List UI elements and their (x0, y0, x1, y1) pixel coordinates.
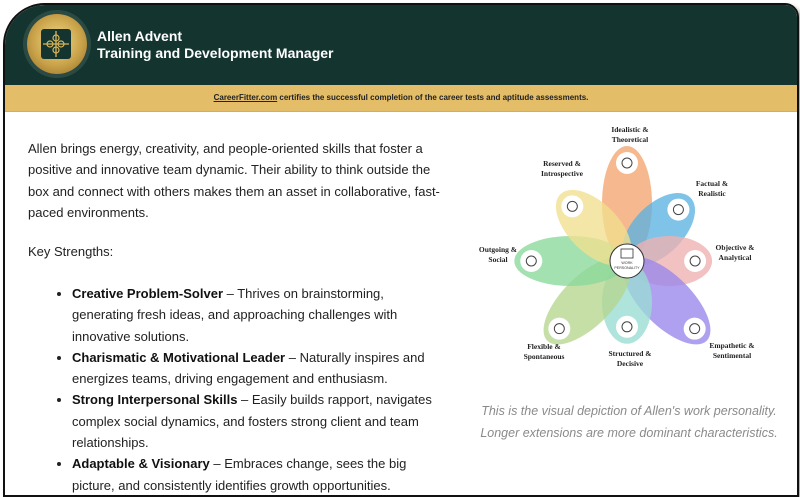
strength-title: Adaptable & Visionary (72, 456, 210, 472)
trait-icon-6 (520, 250, 542, 272)
petal-label-line: Idealistic & (611, 125, 649, 134)
petal-label-line: Flexible & (527, 342, 561, 351)
petal-label (541, 159, 584, 178)
petal-label (611, 125, 648, 144)
petal-label-line: Decisive (616, 359, 644, 368)
petal-label-line: Introspective (541, 169, 583, 178)
list-item (72, 453, 442, 496)
certification-banner (5, 85, 797, 112)
petal-label-line: Theoretical (611, 135, 649, 144)
job-title: Training and Development Manager (97, 45, 334, 61)
petal-label-line: Empathetic & (709, 341, 755, 350)
summary-text: Allen brings energy, creativity, and people-oriented skills that foster a positive and innovative team dynamic. Their ability to think outside the box and connect with others makes them an asset in collaborative, fast-paced environments. (28, 141, 440, 220)
strength-title: Charismatic & Motivational Leader (72, 349, 286, 365)
person-name: Allen Advent (97, 28, 183, 44)
strength-desc: – Embraces change, sees the big picture, and consistently identifies growth opportunities. (72, 456, 407, 493)
caption-line: Longer extensions are more dominant characteristics. (480, 426, 778, 440)
petal-label-line: Social (488, 255, 508, 264)
petal-label-line: Realistic (698, 189, 726, 198)
petal-label (479, 245, 517, 264)
trait-icon-5 (548, 318, 570, 340)
strength-desc: – Naturally inspires and energizes teams, driving engagement and enthusiasm. (72, 349, 425, 387)
petal-label-line: Structured & (608, 349, 652, 358)
key-strengths-heading: Key Strengths: (28, 244, 114, 259)
puzzle-icon (27, 14, 87, 74)
petal-label-line: Analytical (718, 253, 752, 262)
header (5, 5, 797, 85)
list-item (72, 283, 442, 347)
strength-desc: – Thrives on brainstorming, generating fresh ideas, and approaching challenges with innovative solutions. (72, 286, 398, 344)
petal-label-line: Objective & (715, 243, 755, 252)
petal-label-line: Reserved & (543, 159, 581, 168)
trait-icon-4 (616, 316, 638, 338)
trait-icon-3 (684, 318, 706, 340)
trait-icon-2 (684, 250, 706, 272)
center-label: WORK (621, 261, 633, 265)
list-item (72, 347, 442, 390)
petal-label (716, 243, 755, 262)
petal-label-line: Sentimental (712, 351, 752, 360)
petal-label (709, 341, 754, 360)
petal-label (524, 342, 565, 361)
trait-icon-7 (561, 195, 583, 217)
work-personality-chart (470, 120, 790, 370)
trait-icon-0 (616, 152, 638, 174)
center-label: PERSONALITY (614, 266, 640, 270)
petal-label (696, 179, 728, 198)
chart-caption (474, 400, 784, 444)
banner-text: certifies the successful completion of the career tests and aptitude assessments. (277, 93, 589, 102)
caption-line: This is the visual depiction of Allen's work personality. (481, 404, 777, 418)
petal-label-line: Factual & (695, 179, 729, 188)
strength-desc: – Easily builds rapport, navigates complex social dynamics, and fosters strong client and team relationships. (72, 392, 432, 451)
strengths-list (52, 283, 442, 496)
careerfitter-link[interactable]: CareerFitter.com (213, 93, 278, 102)
strength-title: Creative Problem-Solver (72, 286, 224, 301)
strength-title: Strong Interpersonal Skills (72, 392, 238, 408)
petal-label (609, 349, 652, 368)
list-item (72, 389, 442, 453)
petal-label-line: Outgoing & (478, 245, 518, 254)
trait-icon-1 (667, 199, 689, 221)
petal-label-line: Spontaneous (523, 352, 565, 361)
